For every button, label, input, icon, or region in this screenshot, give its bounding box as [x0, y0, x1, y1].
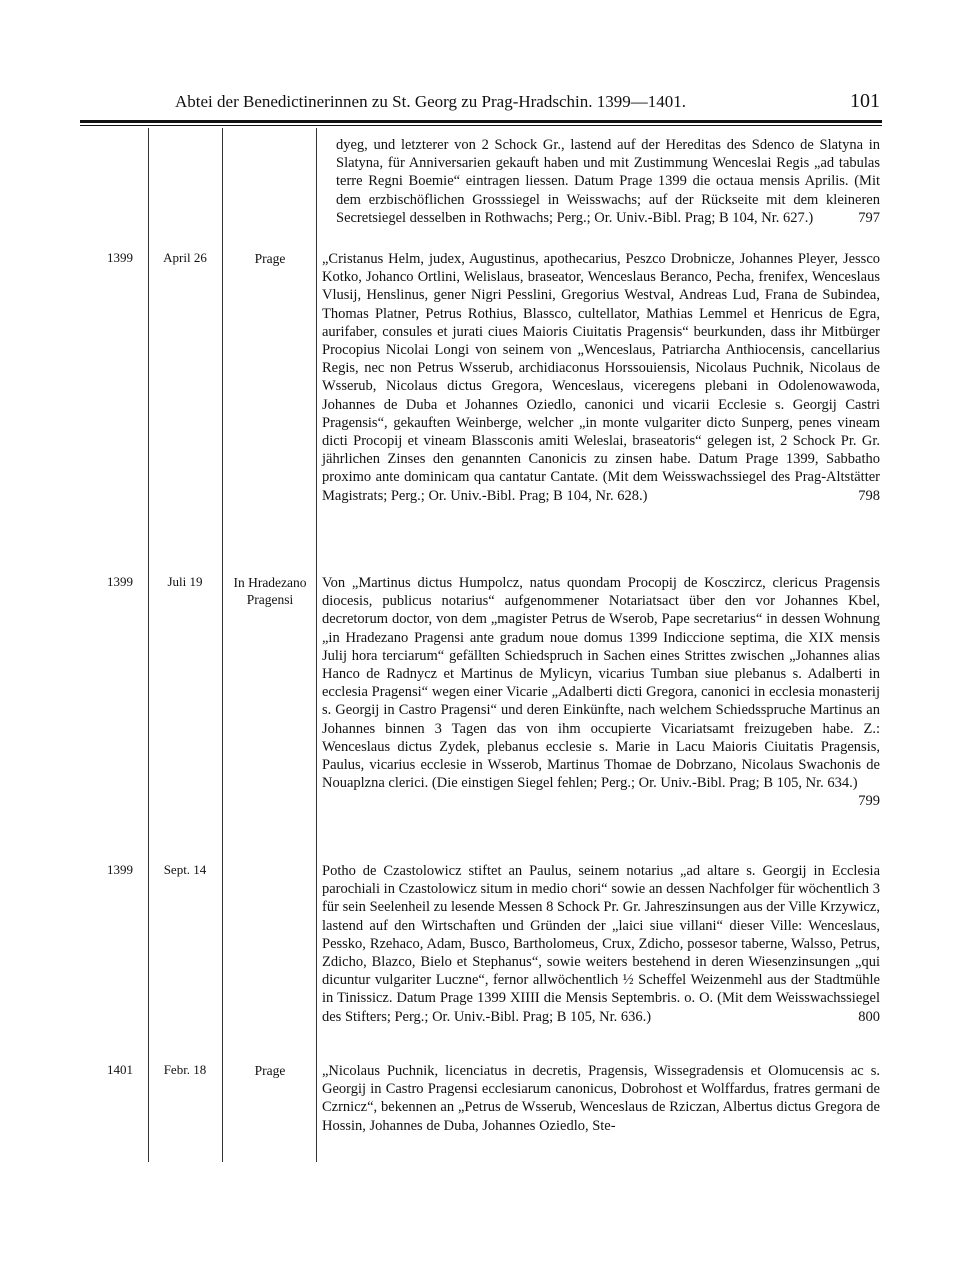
- page-number: 101: [850, 90, 880, 112]
- entry-place: Prage: [254, 1063, 286, 1078]
- entry-date: April 26: [163, 250, 207, 265]
- entry-year: 1401: [107, 1062, 133, 1077]
- entry-year: 1399: [107, 250, 133, 265]
- entry-date: Febr. 18: [163, 1062, 207, 1077]
- entry-text: [322, 574, 880, 811]
- entry-year: 1399: [107, 574, 133, 589]
- entry-number: 797: [858, 209, 880, 226]
- entry-year: 1399: [107, 862, 133, 877]
- entry-text: [322, 250, 880, 505]
- column-divider-year-date: [148, 128, 149, 1162]
- header-rule-thin: [80, 125, 882, 126]
- entry-text-body: „Cristanus Helm, judex, Augustinus, apothecarius, Peszco Drobnicze, Johannes Pleyer, Jessco Kotko, Johanco Ortlini, Welislaus, braseator, Wenceslaus Beranco, Pecha, frenifex, Wenceslaus Vlusij, Henslinus, gener Nigri Pesslini, Gregorius Westval, Andreas Lud, Frana de Subindea, Thomas Platner, Petrus Rothius, Blassco, cultellator, Mathias Lemmel et Henricus de Egra, aurifaber, consules et jurati ciues Maioris Ciuitatis Pragensis“ beurkunden, dass ihr Mitbürger Procopius Nicolai Longi von seinem von „Wenceslaus, Patriarcha Anthiocensis, cancellarius Regis, nec non Petrus Wsserub, archidiaconus Horssouiensis, Nicolaus Puchnik, Nicolaus de Wsserub, Nicolaus dictus Gregora, Wenceslaus, viceregens plebani in Odolenowawoda, Johannes de Duba et Johannes Oziedlo, canonici und vicarii Ecclesie s. Georgij Castri Pragensis“, gekauften Weinberge, welcher „in monte vulgariter dicto Sunperg, penes vineam dicti Procopij et vineam Blassconis amiti Weleslai, braseatoris“ gelegen ist, 2 Schock Pr. Gr. jährlichen Zinses den genannten Canonicis zu zinsen habe. Datum Prage 1399, Sabbatho proximo ante dominicam qua cantatur Cantate. (Mit dem Weisswachssiegel des Prag-Altstätter Magistrats; Perg.; Or. Univ.-Bibl. Prag; B 104, Nr. 628.): [322, 251, 880, 504]
- entry-place: Prage: [254, 251, 286, 266]
- entry-text-body: dyeg, und letzterer von 2 Schock Gr., lastend auf der Hereditas des Sdenco de Slatyna in Slatyna, für Anniversarien gekauft haben und mit Zustimmung Wenceslai Regis „ad tabulas terre Regni Boemie“ eintragen liessen. Datum Prage 1399 die octaua mensis Aprilis. (Mit dem erzbischöflichen Grosssiegel in Weisswachs; auf der Rückseite mit dem kleineren Secretsiegel desselben in Rothwachs; Perg.; Or. Univ.-Bibl. Prag; B 104, Nr. 627.): [336, 137, 880, 226]
- entry-number: 798: [858, 487, 880, 504]
- entry-text: [322, 862, 880, 1026]
- header-rule-thick: [80, 120, 882, 123]
- entry-number: 799: [858, 793, 880, 810]
- entry-text: [336, 136, 880, 227]
- entry-date: Juli 19: [167, 574, 203, 589]
- entry-text-body: „Nicolaus Puchnik, licenciatus in decretis, Pragensis, Wissegradensis et Olomucensis ac s. Georgij in Castro Pragensi ecclesiarum canonicus, Dobrohost et Wolffardus, fratres germani de Czrnicz“, bekennen an „Petrus de Wsserub, Wenceslaus de Rziczan, Albertus dictus Gregora de Hossin, Johannes de Duba, Johannes Oziedlo, Ste-: [322, 1063, 880, 1134]
- entry-text: [322, 1062, 880, 1135]
- column-divider-date-place: [222, 128, 223, 1162]
- entry-number: 800: [858, 1008, 880, 1025]
- column-divider-place-text: [316, 128, 317, 1162]
- running-header: [80, 92, 880, 116]
- entry-date: Sept. 14: [163, 862, 207, 877]
- entry-text-body: Potho de Czastolowicz stiftet an Paulus, seinem notarius „ad altare s. Georgij in Ecclesia parochiali in Czastolowicz situm in medio chori“ sowie an dessen Nachfolger für wöchentlich 3 für sein Seelenheil zu lesende Messen 8 Schock Pr. Gr. Jahreszinsungen aus der Ville Krzywicz, lastend auf den Wirtschaften und Gründen der „laici siue villani“ dieser Ville: Wenceslaus, Pessko, Rzehaco, Adam, Busco, Bartholomeus, Crux, Zdicho, possesor taberne, Walsso, Petrus, Zdicho, Blazco, Bielo et Stephanus“, sowie weiters bestehend in deren Wiesenzinsungen „qui dicuntur vulgariter Lucznе“, fernor allwöchentlich ½ Scheffel Weizenmehl aus der Stadtmühle in Tinissicz. Datum Prage 1399 XIIII die Mensis Septembris. o. O. (Mit dem Weisswachssiegel des Stifters; Perg.; Or. Univ.-Bibl. Prag; B 105, Nr. 636.): [322, 863, 880, 1025]
- header-title: Abtei der Benedictinerinnen zu St. Georg zu Prag-Hradschin. 1399—1401.: [175, 92, 686, 111]
- entry-place: In Hradezano Pragensi: [233, 575, 307, 607]
- entry-text-body: Von „Martinus dictus Humpolcz, natus quondam Procopij de Kosczircz, clericus Pragensis diocesis, publicus notarius“ aufgenommener Notariatsact über den vor Johannes Kbel, decretorum doctor, von dem „magister Petrus de Wserob, Pape secretarius“ in dessen Wohnung „in Hradezano Pragensi ante gradum noue domus 1399 Indiccione septima, die XIX mensis Julij hora terciarum“ gefällten Schiedspruch in Sachen eines Strittes zwischen „Johannes alias Hanco de Radnycz et Martinus de Mylicyn, vicarius Tumban siue plebanus s. Adalberti in ecclesia Pragensi“ wegen einer Vicarie „Adalberti dicti Gregora, canonici in ecclesia monasterij s. Georgij in Castro Pragensi“ und deren Einkünfte, nach welchem Schiedsspruche Martinus an Johannes binnen 3 Tagen das von ihm occupierte Vicariatsamt freizugeben habe. Z.: Wenceslaus dictus Zydek, plebanus ecclesie s. Marie in Lacu Maioris Ciuitatis Pragensis, Paulus, vicarius ecclesie in Wsserob, Martinus Thomae de Dobrzano, Nicolaus Swachonis de Nouaplzna clerici. (Die einstigen Siegel fehlen; Perg.; Or. Univ.-Bibl. Prag; B 105, Nr. 634.): [322, 575, 880, 792]
